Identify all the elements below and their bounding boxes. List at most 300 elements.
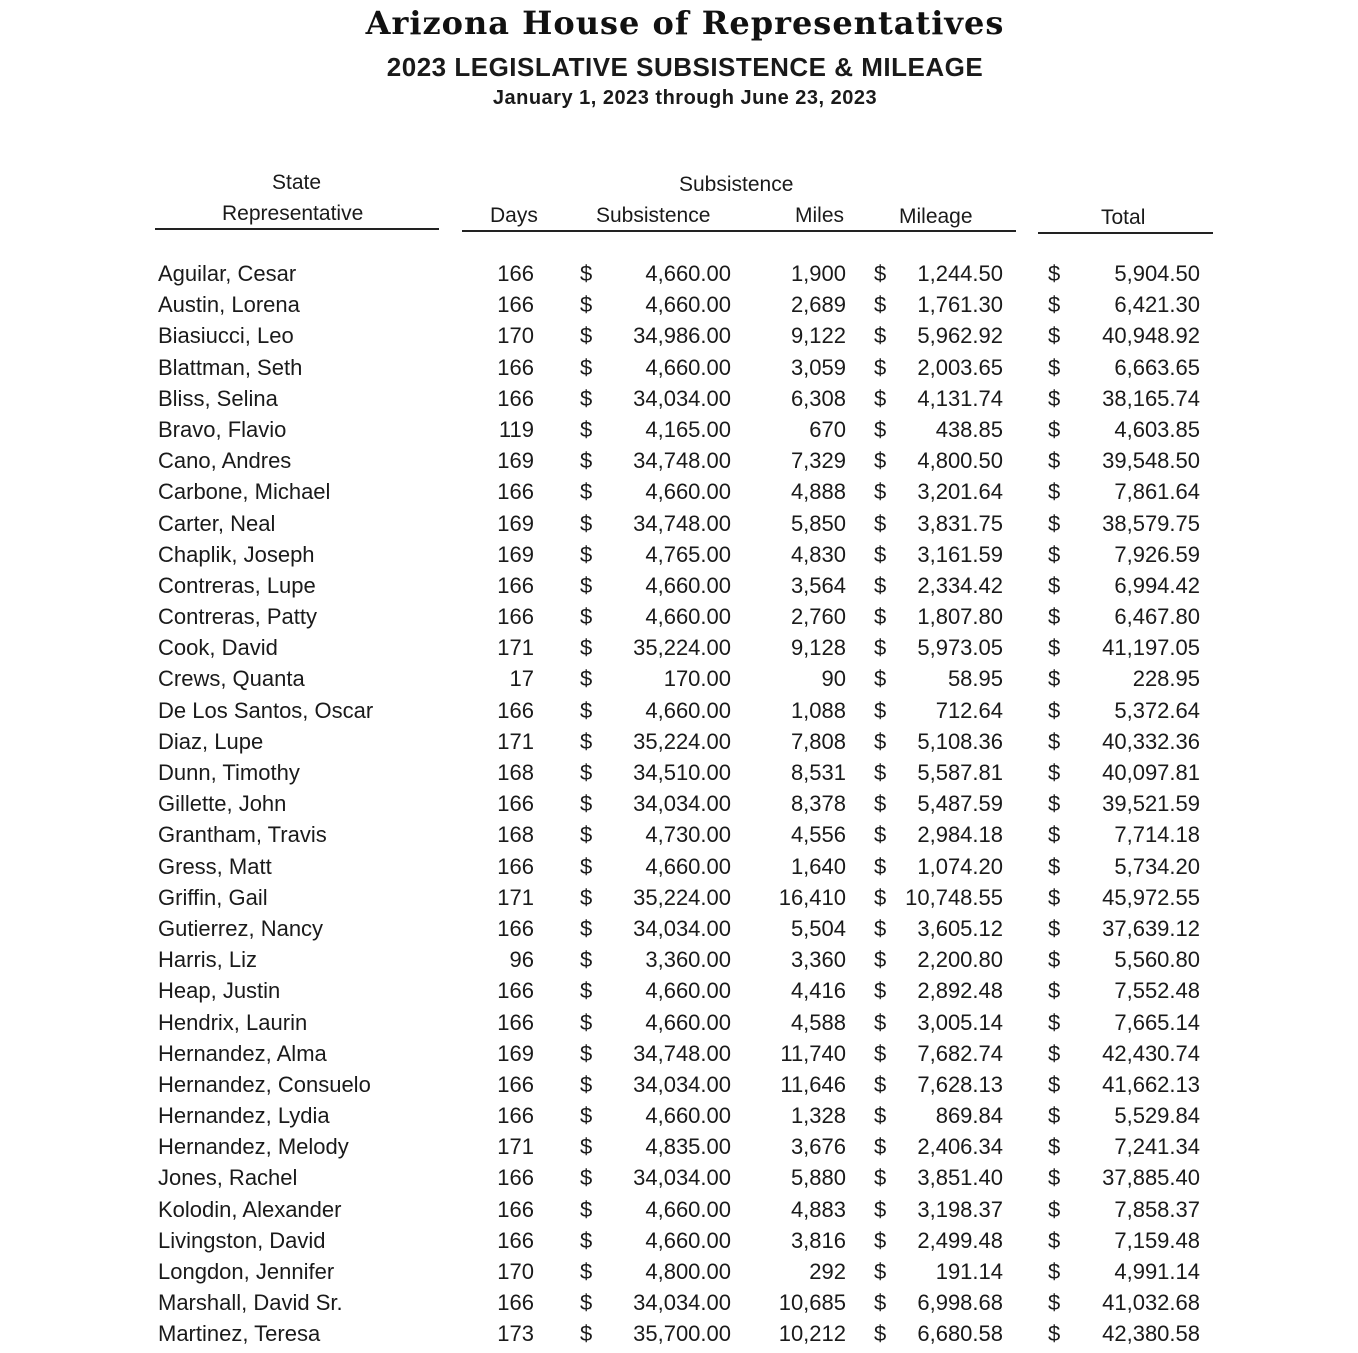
miles-value: 1,900: [790, 261, 846, 286]
representative-name: Carbone, Michael: [158, 479, 331, 505]
representative-name: Longdon, Jennifer: [158, 1259, 335, 1284]
mileage-amount: 5,487.59: [917, 791, 1003, 817]
representative-name: Gillette, John: [158, 791, 287, 817]
miles-value: 4,883: [790, 1196, 846, 1222]
total-currency-symbol: $: [1048, 1165, 1061, 1191]
total-amount: 6,421.30: [1114, 292, 1200, 318]
table-row: [0, 1290, 1358, 1321]
table-row: [0, 1103, 1358, 1134]
total-amount: 6,994.42: [1114, 572, 1200, 598]
mileage-currency-symbol: $: [874, 1040, 887, 1066]
mileage-amount: 3,161.59: [917, 541, 1003, 567]
mileage-currency-symbol: $: [874, 947, 887, 973]
table-row: [0, 854, 1358, 885]
subsistence-amount: 3,360.00: [645, 947, 731, 973]
subsistence-currency-symbol: $: [580, 728, 593, 754]
table-row: [0, 323, 1358, 354]
subsistence-amount: 4,660.00: [645, 1103, 731, 1129]
mileage-currency-symbol: $: [874, 1196, 887, 1222]
mileage-currency-symbol: $: [874, 1071, 887, 1097]
subsistence-currency-symbol: $: [580, 635, 593, 661]
mileage-currency-symbol: $: [874, 1009, 887, 1035]
mileage-currency-symbol: $: [874, 1290, 887, 1316]
table-row: [0, 791, 1358, 822]
table-row: [0, 386, 1358, 417]
mileage-currency-symbol: $: [874, 323, 887, 349]
total-amount: 7,665.14: [1114, 1009, 1200, 1035]
subsistence-currency-symbol: $: [580, 292, 593, 318]
days-value: 169: [497, 541, 534, 567]
total-currency-symbol: $: [1048, 323, 1061, 349]
subsistence-amount: 4,660.00: [645, 1196, 731, 1222]
mileage-currency-symbol: $: [874, 728, 887, 754]
total-amount: 6,467.80: [1114, 604, 1200, 630]
subsistence-currency-symbol: $: [580, 760, 593, 785]
subsistence-currency-symbol: $: [580, 1134, 593, 1160]
representative-name: Carter, Neal: [158, 510, 276, 536]
table-row: [0, 1134, 1358, 1165]
mileage-currency-symbol: $: [874, 697, 887, 723]
subsistence-currency-symbol: $: [580, 1321, 593, 1347]
representative-name: Biasiucci, Leo: [158, 323, 294, 349]
table-row: [0, 1321, 1358, 1352]
total-currency-symbol: $: [1048, 915, 1061, 941]
mileage-amount: 2,984.18: [917, 822, 1003, 848]
subsistence-amount: 4,800.00: [645, 1259, 731, 1284]
column-header-subsistence: Subsistence: [596, 204, 711, 227]
total-currency-symbol: $: [1048, 791, 1061, 817]
days-value: 170: [497, 1259, 534, 1284]
representative-name: Kolodin, Alexander: [158, 1196, 342, 1222]
total-amount: 37,639.12: [1102, 915, 1200, 941]
table-row: [0, 635, 1358, 666]
days-value: 166: [497, 697, 534, 723]
total-amount: 7,552.48: [1114, 978, 1200, 1004]
subsistence-currency-symbol: $: [580, 448, 593, 474]
mileage-amount: 6,680.58: [917, 1321, 1003, 1347]
subsistence-currency-symbol: $: [580, 479, 593, 505]
miles-value: 5,504: [790, 915, 846, 941]
total-amount: 5,734.20: [1114, 853, 1200, 879]
miles-value: 10,212: [778, 1321, 846, 1347]
total-amount: 5,372.64: [1114, 697, 1200, 723]
mileage-currency-symbol: $: [874, 884, 887, 910]
days-value: 171: [497, 1134, 534, 1160]
total-amount: 7,159.48: [1114, 1227, 1200, 1253]
miles-value: 4,888: [790, 479, 846, 505]
mileage-amount: 1,244.50: [917, 261, 1003, 286]
total-amount: 4,991.14: [1114, 1259, 1200, 1284]
total-currency-symbol: $: [1048, 354, 1061, 380]
subsistence-currency-symbol: $: [580, 354, 593, 380]
mileage-amount: 7,682.74: [917, 1040, 1003, 1066]
mileage-amount: 2,200.80: [917, 947, 1003, 973]
total-currency-symbol: $: [1048, 604, 1061, 630]
total-currency-symbol: $: [1048, 510, 1061, 536]
days-value: 166: [497, 1196, 534, 1222]
total-amount: 7,926.59: [1114, 541, 1200, 567]
subsistence-currency-symbol: $: [580, 1290, 593, 1316]
subsistence-amount: 170.00: [663, 666, 731, 692]
subsistence-amount: 4,660.00: [645, 978, 731, 1004]
miles-value: 8,378: [790, 791, 846, 817]
subsistence-amount: 4,765.00: [645, 541, 731, 567]
total-currency-symbol: $: [1048, 947, 1061, 973]
subsistence-amount: 34,034.00: [633, 1165, 731, 1191]
days-value: 119: [498, 416, 534, 442]
subsistence-currency-symbol: $: [580, 416, 593, 442]
representative-name: Griffin, Gail: [158, 884, 268, 910]
representative-name: Aguilar, Cesar: [158, 261, 297, 286]
days-value: 168: [497, 822, 534, 848]
total-amount: 45,972.55: [1102, 884, 1200, 910]
column-header-days: Days: [490, 204, 538, 227]
mileage-amount: 58.95: [947, 666, 1003, 692]
representative-name: Martinez, Teresa: [158, 1321, 321, 1347]
representative-name: Hendrix, Laurin: [158, 1009, 308, 1035]
miles-value: 9,128: [790, 635, 846, 661]
table-row: [0, 355, 1358, 386]
miles-value: 3,564: [790, 572, 846, 598]
table-row: [0, 1259, 1358, 1290]
table-row: [0, 822, 1358, 853]
subsistence-currency-symbol: $: [580, 822, 593, 848]
subsistence-currency-symbol: $: [580, 978, 593, 1004]
table-row: [0, 479, 1358, 510]
days-value: 166: [497, 1227, 534, 1253]
miles-value: 11,740: [780, 1040, 846, 1066]
table-row: [0, 292, 1358, 323]
representative-name: Hernandez, Consuelo: [158, 1071, 371, 1097]
subsistence-currency-symbol: $: [580, 1009, 593, 1035]
representative-name: Blattman, Seth: [158, 354, 303, 380]
header-rule-name: [155, 228, 439, 230]
table-row: [0, 573, 1358, 604]
representative-name: Harris, Liz: [158, 947, 258, 973]
miles-value: 1,640: [790, 853, 846, 879]
total-currency-symbol: $: [1048, 728, 1061, 754]
subsistence-amount: 4,730.00: [645, 822, 731, 848]
total-currency-symbol: $: [1048, 822, 1061, 848]
table-row: [0, 729, 1358, 760]
mileage-currency-symbol: $: [874, 1227, 887, 1253]
total-currency-symbol: $: [1048, 760, 1061, 785]
total-amount: 42,430.74: [1102, 1040, 1200, 1066]
mileage-amount: 3,005.14: [917, 1009, 1003, 1035]
mileage-amount: 2,406.34: [917, 1134, 1003, 1160]
total-amount: 40,948.92: [1102, 323, 1200, 349]
mileage-amount: 1,074.20: [917, 853, 1003, 879]
table-row: [0, 448, 1358, 479]
miles-value: 11,646: [780, 1071, 846, 1097]
representative-name: Crews, Quanta: [158, 666, 305, 692]
total-currency-symbol: $: [1048, 416, 1061, 442]
table-row: [0, 604, 1358, 635]
subsistence-currency-symbol: $: [580, 884, 593, 910]
total-amount: 5,904.50: [1114, 261, 1200, 286]
table-row: [0, 760, 1358, 791]
total-currency-symbol: $: [1048, 448, 1061, 474]
subsistence-amount: 4,660.00: [645, 697, 731, 723]
miles-value: 7,329: [790, 448, 846, 474]
document-title: Arizona House of Representatives: [365, 4, 1005, 42]
header-rule-total: [1038, 232, 1213, 234]
mileage-currency-symbol: $: [874, 853, 887, 879]
miles-value: 3,676: [790, 1134, 846, 1160]
total-currency-symbol: $: [1048, 385, 1061, 411]
total-currency-symbol: $: [1048, 1071, 1061, 1097]
column-header-representative: Representative: [222, 202, 364, 225]
total-currency-symbol: $: [1048, 635, 1061, 661]
subsistence-amount: 4,660.00: [645, 853, 731, 879]
mileage-amount: 869.84: [935, 1103, 1003, 1129]
representative-name: Bliss, Selina: [158, 385, 278, 411]
days-value: 166: [497, 791, 534, 817]
mileage-amount: 5,973.05: [917, 635, 1003, 661]
representative-name: Cano, Andres: [158, 448, 292, 474]
total-amount: 40,332.36: [1102, 728, 1200, 754]
mileage-currency-symbol: $: [874, 541, 887, 567]
days-value: 166: [497, 1165, 534, 1191]
total-currency-symbol: $: [1048, 1227, 1061, 1253]
subsistence-amount: 4,660.00: [645, 261, 731, 286]
mileage-currency-symbol: $: [874, 1321, 887, 1347]
subsistence-amount: 35,224.00: [633, 728, 731, 754]
days-value: 166: [497, 479, 534, 505]
subsistence-currency-symbol: $: [580, 947, 593, 973]
total-currency-symbol: $: [1048, 1321, 1061, 1347]
representative-name: Jones, Rachel: [158, 1165, 298, 1191]
subsistence-currency-symbol: $: [580, 1165, 593, 1191]
subsistence-currency-symbol: $: [580, 385, 593, 411]
subsistence-amount: 34,034.00: [633, 1071, 731, 1097]
representative-name: De Los Santos, Oscar: [158, 697, 374, 723]
table-row: [0, 1041, 1358, 1072]
subsistence-currency-symbol: $: [580, 1103, 593, 1129]
document-subtitle: 2023 LEGISLATIVE SUBSISTENCE & MILEAGE: [386, 52, 984, 82]
mileage-currency-symbol: $: [874, 604, 887, 630]
miles-value: 90: [821, 666, 846, 692]
table-row: [0, 916, 1358, 947]
miles-value: 4,556: [790, 822, 846, 848]
subsistence-amount: 34,510.00: [633, 760, 731, 785]
representative-name: Marshall, David Sr.: [158, 1290, 343, 1316]
days-value: 166: [497, 261, 534, 286]
miles-value: 5,850: [790, 510, 846, 536]
days-value: 166: [497, 1071, 534, 1097]
total-amount: 39,548.50: [1102, 448, 1200, 474]
total-currency-symbol: $: [1048, 978, 1061, 1004]
subsistence-currency-symbol: $: [580, 1040, 593, 1066]
subsistence-currency-symbol: $: [580, 510, 593, 536]
days-value: 17: [509, 666, 534, 692]
total-currency-symbol: $: [1048, 1009, 1061, 1035]
mileage-currency-symbol: $: [874, 448, 887, 474]
mileage-amount: 1,807.80: [917, 604, 1003, 630]
total-amount: 5,560.80: [1114, 947, 1200, 973]
total-currency-symbol: $: [1048, 697, 1061, 723]
table-row: [0, 261, 1358, 292]
subsistence-amount: 4,660.00: [645, 572, 731, 598]
miles-value: 8,531: [790, 760, 846, 785]
column-header-mileage: Mileage: [899, 205, 973, 228]
total-amount: 40,097.81: [1102, 760, 1200, 785]
representative-name: Chaplik, Joseph: [158, 541, 315, 567]
days-value: 166: [497, 1009, 534, 1035]
mileage-amount: 5,962.92: [917, 323, 1003, 349]
table-row: [0, 511, 1358, 542]
days-value: 166: [497, 915, 534, 941]
days-value: 171: [497, 635, 534, 661]
total-amount: 7,714.18: [1114, 822, 1200, 848]
mileage-currency-symbol: $: [874, 635, 887, 661]
mileage-currency-symbol: $: [874, 978, 887, 1004]
miles-value: 4,416: [790, 978, 846, 1004]
miles-value: 2,689: [790, 292, 846, 318]
miles-value: 4,830: [790, 541, 846, 567]
representative-name: Hernandez, Lydia: [158, 1103, 330, 1129]
days-value: 166: [497, 292, 534, 318]
days-value: 169: [497, 1040, 534, 1066]
mileage-amount: 3,605.12: [917, 915, 1003, 941]
total-currency-symbol: $: [1048, 261, 1061, 286]
days-value: 166: [497, 978, 534, 1004]
subsistence-amount: 34,034.00: [633, 385, 731, 411]
days-value: 169: [497, 448, 534, 474]
subsistence-currency-symbol: $: [580, 604, 593, 630]
miles-value: 5,880: [790, 1165, 846, 1191]
days-value: 166: [497, 572, 534, 598]
miles-value: 2,760: [790, 604, 846, 630]
total-currency-symbol: $: [1048, 1196, 1061, 1222]
representative-name: Grantham, Travis: [158, 822, 327, 848]
mileage-amount: 4,800.50: [917, 448, 1003, 474]
subsistence-currency-symbol: $: [580, 261, 593, 286]
subsistence-amount: 34,748.00: [633, 448, 731, 474]
subsistence-amount: 4,660.00: [645, 1227, 731, 1253]
mileage-currency-symbol: $: [874, 760, 887, 785]
subsistence-amount: 4,835.00: [645, 1134, 731, 1160]
subsistence-currency-symbol: $: [580, 1071, 593, 1097]
representative-name: Gutierrez, Nancy: [158, 915, 324, 941]
mileage-amount: 6,998.68: [917, 1290, 1003, 1316]
mileage-amount: 7,628.13: [917, 1071, 1003, 1097]
subsistence-amount: 34,034.00: [633, 1290, 731, 1316]
mileage-currency-symbol: $: [874, 666, 887, 692]
mileage-amount: 5,587.81: [917, 760, 1003, 785]
total-amount: 41,032.68: [1102, 1290, 1200, 1316]
total-currency-symbol: $: [1048, 292, 1061, 318]
mileage-amount: 3,198.37: [917, 1196, 1003, 1222]
mileage-amount: 4,131.74: [917, 385, 1003, 411]
mileage-currency-symbol: $: [874, 292, 887, 318]
subsistence-currency-symbol: $: [580, 541, 593, 567]
total-amount: 37,885.40: [1102, 1165, 1200, 1191]
header-rule-values: [462, 230, 1016, 232]
total-currency-symbol: $: [1048, 572, 1061, 598]
total-amount: 41,197.05: [1102, 635, 1200, 661]
mileage-currency-symbol: $: [874, 1165, 887, 1191]
mileage-amount: 2,892.48: [917, 978, 1003, 1004]
total-amount: 42,380.58: [1102, 1321, 1200, 1347]
miles-value: 3,059: [790, 354, 846, 380]
total-amount: 7,861.64: [1114, 479, 1200, 505]
subsistence-currency-symbol: $: [580, 666, 593, 692]
subsistence-amount: 4,165.00: [645, 416, 731, 442]
mileage-currency-symbol: $: [874, 385, 887, 411]
subsistence-currency-symbol: $: [580, 572, 593, 598]
table-row: [0, 542, 1358, 573]
days-value: 166: [497, 1290, 534, 1316]
subsistence-amount: 4,660.00: [645, 354, 731, 380]
subsistence-amount: 4,660.00: [645, 292, 731, 318]
miles-value: 1,088: [790, 697, 846, 723]
representative-name: Cook, David: [158, 635, 278, 661]
subsistence-currency-symbol: $: [580, 1196, 593, 1222]
total-currency-symbol: $: [1048, 853, 1061, 879]
days-value: 168: [497, 760, 534, 785]
mileage-currency-symbol: $: [874, 261, 887, 286]
mileage-currency-symbol: $: [874, 791, 887, 817]
subsistence-amount: 34,986.00: [633, 323, 731, 349]
miles-value: 3,816: [790, 1227, 846, 1253]
table-row: [0, 1165, 1358, 1196]
total-currency-symbol: $: [1048, 1134, 1061, 1160]
total-amount: 6,663.65: [1114, 354, 1200, 380]
table-row: [0, 885, 1358, 916]
total-amount: 228.95: [1132, 666, 1200, 692]
subsistence-currency-symbol: $: [580, 697, 593, 723]
days-value: 171: [497, 728, 534, 754]
column-header-miles: Miles: [795, 204, 845, 227]
mileage-amount: 3,851.40: [917, 1165, 1003, 1191]
subsistence-currency-symbol: $: [580, 853, 593, 879]
total-currency-symbol: $: [1048, 884, 1061, 910]
table-row: [0, 978, 1358, 1009]
column-header-state: State: [272, 171, 322, 194]
subsistence-currency-symbol: $: [580, 1227, 593, 1253]
subsistence-amount: 34,748.00: [633, 1040, 731, 1066]
total-amount: 7,858.37: [1114, 1196, 1200, 1222]
total-currency-symbol: $: [1048, 1259, 1061, 1284]
table-row: [0, 417, 1358, 448]
days-value: 166: [497, 604, 534, 630]
miles-value: 670: [809, 416, 846, 442]
subsistence-amount: 35,700.00: [633, 1321, 731, 1347]
miles-value: 16,410: [778, 884, 846, 910]
total-currency-symbol: $: [1048, 666, 1061, 692]
subsistence-currency-symbol: $: [580, 791, 593, 817]
miles-value: 9,122: [790, 323, 846, 349]
subsistence-amount: 34,034.00: [633, 791, 731, 817]
mileage-amount: 10,748.55: [905, 884, 1003, 910]
mileage-currency-symbol: $: [874, 479, 887, 505]
mileage-currency-symbol: $: [874, 416, 887, 442]
subsistence-currency-symbol: $: [580, 915, 593, 941]
miles-value: 7,808: [790, 728, 846, 754]
mileage-currency-symbol: $: [874, 572, 887, 598]
miles-value: 4,588: [790, 1009, 846, 1035]
mileage-amount: 3,201.64: [917, 479, 1003, 505]
representative-name: Contreras, Patty: [158, 604, 317, 630]
mileage-amount: 438.85: [935, 416, 1003, 442]
subsistence-amount: 4,660.00: [645, 604, 731, 630]
total-amount: 41,662.13: [1102, 1071, 1200, 1097]
subsistence-amount: 34,748.00: [633, 510, 731, 536]
miles-value: 292: [809, 1259, 846, 1284]
representative-name: Bravo, Flavio: [158, 416, 287, 442]
total-amount: 38,165.74: [1102, 385, 1200, 411]
